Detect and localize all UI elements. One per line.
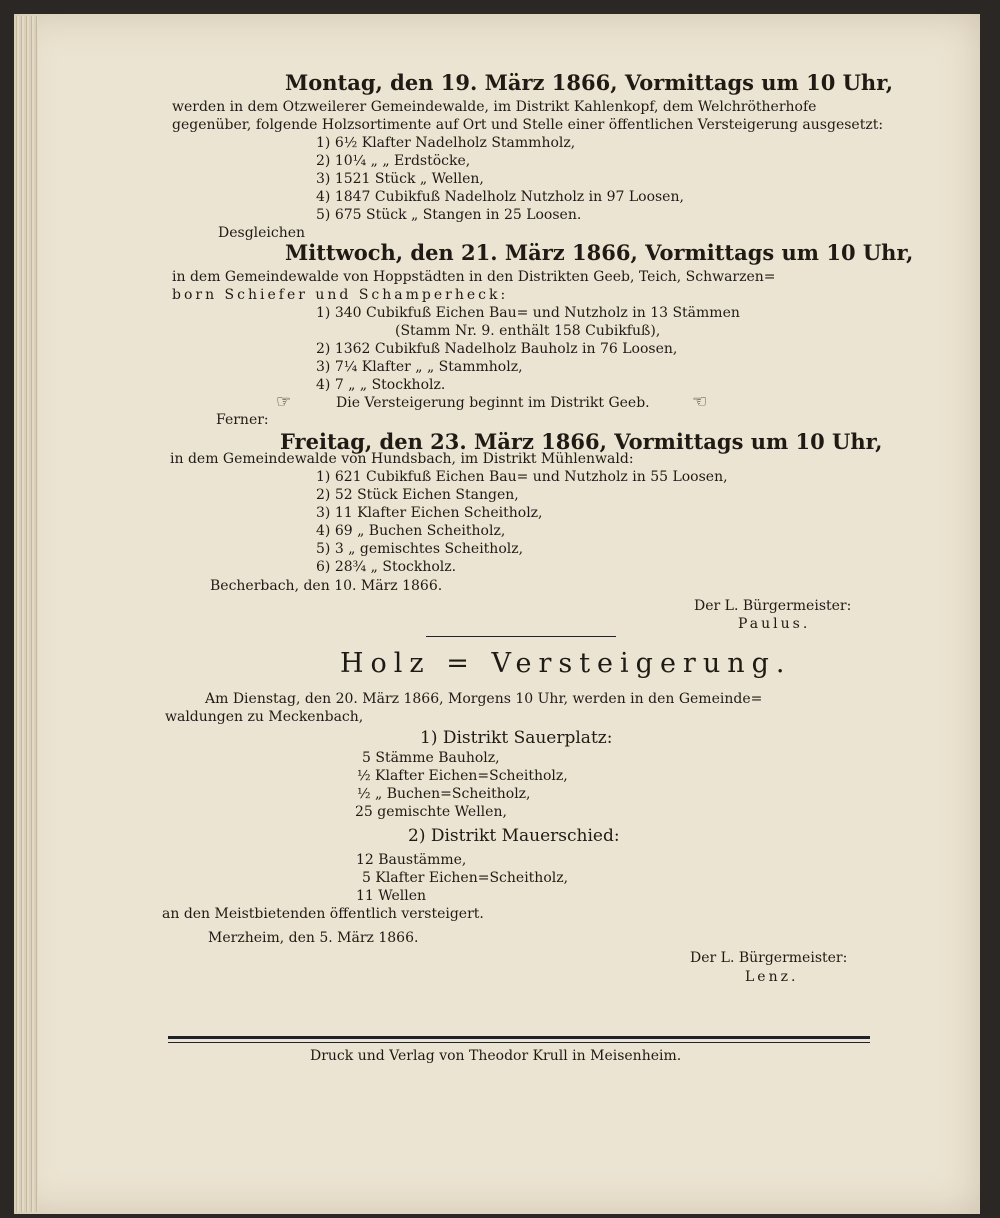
footer-imprint: Druck und Verlag von Theodor Krull in Meisenheim. [310, 1048, 682, 1064]
notice1-item3: 1) 621 Cubikfuß Eichen Bau= und Nutzholz in 55 Loosen, [316, 469, 728, 485]
start-note: Die Versteigerung beginnt im Distrikt Geeb. [336, 395, 650, 411]
district1-item: 5 Stämme Bauholz, [362, 750, 500, 766]
desgleichen-label: Desgleichen [218, 225, 306, 241]
district1-item: ½ Klafter Eichen=Scheitholz, [357, 768, 568, 784]
notice1-intro3: in dem Gemeindewalde von Hundsbach, im Distrikt Mühlenwald: [170, 451, 634, 467]
district2-heading: 2) Distrikt Mauerschied: [408, 826, 620, 846]
footer-rule-thin [168, 1042, 870, 1043]
ferner-label: Ferner: [216, 412, 269, 428]
page-stack-edge [14, 16, 38, 1212]
pointing-hand-right-icon: ☞ [276, 392, 292, 412]
notice1-item: 2) 10¼ „ „ Erdstöcke, [316, 153, 471, 169]
notice2-intro-line1: Am Dienstag, den 20. März 1866, Morgens 10 Uhr, werden in den Gemeinde= [205, 691, 763, 707]
district1-heading: 1) Distrikt Sauerplatz: [420, 728, 613, 748]
notice1-intro-line1: werden in dem Otzweilerer Gemeindewalde, im Distrikt Kahlenkopf, dem Welchrötherhofe [172, 99, 817, 115]
notice1-intro2-line2: born Schiefer und Schamperheck: [172, 287, 509, 303]
notice1-item3: 6) 28¾ „ Stockholz. [316, 559, 457, 575]
notice2-intro-line2: waldungen zu Meckenbach, [165, 709, 364, 725]
district2-item: 5 Klafter Eichen=Scheitholz, [362, 870, 569, 886]
notice1-item: 5) 675 Stück „ Stangen in 25 Loosen. [316, 207, 582, 223]
notice2-closing: an den Meistbietenden öffentlich versteigert. [162, 906, 484, 922]
district1-item: 25 gemischte Wellen, [355, 804, 507, 820]
notice1-item3: 5) 3 „ gemischtes Scheitholz, [316, 541, 524, 557]
notice2-title: Holz = Versteigerung. [340, 648, 792, 679]
notice1-heading3: Freitag, den 23. März 1866, Vormittags um 10 Uhr, [280, 429, 883, 454]
notice1-item3: 2) 52 Stück Eichen Stangen, [316, 487, 519, 503]
notice1-item: 1) 6½ Klafter Nadelholz Stammholz, [316, 135, 576, 151]
notice1-intro-line2: gegenüber, folgende Holzsortimente auf Ort und Stelle einer öffentlichen Versteigerung ausgesetzt: [172, 117, 884, 133]
notice2-signer-name: Lenz. [745, 969, 799, 985]
notice1-item2: 3) 7¼ Klafter „ „ Stammholz, [316, 359, 523, 375]
notice1-signer-name: Paulus. [738, 616, 811, 632]
notice1-item2: 1) 340 Cubikfuß Eichen Bau= und Nutzholz in 13 Stämmen [316, 305, 740, 321]
notice2-signer-title: Der L. Bürgermeister: [690, 950, 848, 966]
notice1-item: 4) 1847 Cubikfuß Nadelholz Nutzholz in 97 Loosen, [316, 189, 684, 205]
notice1-item: 3) 1521 Stück „ Wellen, [316, 171, 484, 187]
notice1-signer-title: Der L. Bürgermeister: [694, 598, 852, 614]
notice1-intro2-line1: in dem Gemeindewalde von Hoppstädten in den Distrikten Geeb, Teich, Schwarzen= [172, 269, 776, 285]
footer-rule-thick [168, 1036, 870, 1039]
notice1-heading: Montag, den 19. März 1866, Vormittags um 10 Uhr, [285, 70, 894, 95]
notice1-item3: 4) 69 „ Buchen Scheitholz, [316, 523, 506, 539]
section-divider [426, 636, 616, 637]
pointing-hand-left-icon: ☜ [692, 392, 708, 412]
notice2-place-date: Merzheim, den 5. März 1866. [208, 930, 419, 946]
district1-item: ½ „ Buchen=Scheitholz, [357, 786, 531, 802]
notice1-item2: 4) 7 „ „ Stockholz. [316, 377, 446, 393]
district2-item: 11 Wellen [356, 888, 427, 904]
notice1-item2: (Stamm Nr. 9. enthält 158 Cubikfuß), [395, 323, 661, 339]
district2-item: 12 Baustämme, [356, 852, 467, 868]
notice1-heading2: Mittwoch, den 21. März 1866, Vormittags um 10 Uhr, [285, 240, 914, 265]
notice1-item3: 3) 11 Klafter Eichen Scheitholz, [316, 505, 543, 521]
notice1-place-date: Becherbach, den 10. März 1866. [210, 578, 443, 594]
notice1-item2: 2) 1362 Cubikfuß Nadelholz Bauholz in 76 Loosen, [316, 341, 678, 357]
